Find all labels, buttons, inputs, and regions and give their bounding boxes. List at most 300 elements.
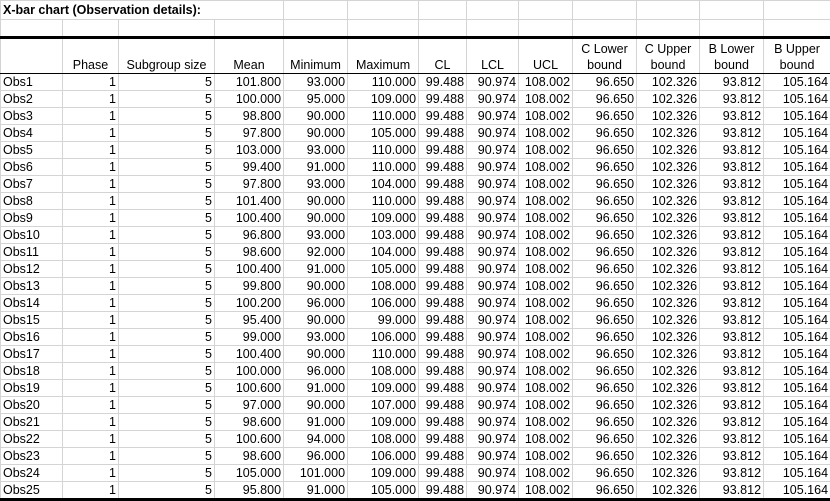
- row-label-cell[interactable]: Obs19: [1, 380, 63, 397]
- data-cell[interactable]: 99.000: [215, 329, 284, 346]
- data-cell[interactable]: 99.800: [215, 278, 284, 295]
- data-cell[interactable]: 96.650: [573, 380, 637, 397]
- data-cell[interactable]: 105.164: [764, 176, 830, 193]
- data-cell[interactable]: 108.002: [519, 312, 573, 329]
- data-cell[interactable]: 108.002: [519, 244, 573, 261]
- data-cell[interactable]: 90.000: [284, 397, 348, 414]
- data-cell[interactable]: 105.164: [764, 91, 830, 108]
- row-label-cell[interactable]: Obs22: [1, 431, 63, 448]
- data-cell[interactable]: 100.200: [215, 295, 284, 312]
- data-cell[interactable]: 99.488: [419, 414, 467, 431]
- data-cell[interactable]: 90.974: [467, 414, 519, 431]
- data-cell[interactable]: 5: [119, 278, 215, 295]
- data-cell[interactable]: 99.488: [419, 380, 467, 397]
- data-cell[interactable]: 99.488: [419, 108, 467, 125]
- data-cell[interactable]: 96.800: [215, 227, 284, 244]
- column-header[interactable]: B Upper bound: [764, 38, 830, 74]
- data-cell[interactable]: 5: [119, 142, 215, 159]
- data-cell[interactable]: 93.812: [700, 227, 764, 244]
- data-cell[interactable]: 5: [119, 210, 215, 227]
- data-cell[interactable]: 93.812: [700, 210, 764, 227]
- data-cell[interactable]: 93.812: [700, 465, 764, 482]
- data-cell[interactable]: 93.812: [700, 295, 764, 312]
- data-cell[interactable]: 102.326: [637, 142, 700, 159]
- column-header[interactable]: LCL: [467, 38, 519, 74]
- row-label-cell[interactable]: Obs25: [1, 482, 63, 500]
- data-cell[interactable]: 96.650: [573, 278, 637, 295]
- column-header[interactable]: C Upper bound: [637, 38, 700, 74]
- data-cell[interactable]: 5: [119, 176, 215, 193]
- data-cell[interactable]: 93.812: [700, 448, 764, 465]
- data-cell[interactable]: 5: [119, 448, 215, 465]
- data-cell[interactable]: 108.002: [519, 261, 573, 278]
- data-cell[interactable]: 102.326: [637, 91, 700, 108]
- data-cell[interactable]: 90.974: [467, 227, 519, 244]
- data-cell[interactable]: 96.650: [573, 448, 637, 465]
- data-cell[interactable]: 98.800: [215, 108, 284, 125]
- data-cell[interactable]: 1: [63, 176, 119, 193]
- data-cell[interactable]: 93.812: [700, 346, 764, 363]
- data-cell[interactable]: 90.974: [467, 465, 519, 482]
- data-cell[interactable]: 105.000: [348, 125, 419, 142]
- data-cell[interactable]: 102.326: [637, 363, 700, 380]
- data-cell[interactable]: 90.000: [284, 108, 348, 125]
- data-cell[interactable]: 99.488: [419, 482, 467, 500]
- data-cell[interactable]: 99.488: [419, 363, 467, 380]
- data-cell[interactable]: 93.000: [284, 74, 348, 91]
- row-label-cell[interactable]: Obs10: [1, 227, 63, 244]
- data-cell[interactable]: 1: [63, 363, 119, 380]
- data-cell[interactable]: 96.000: [284, 363, 348, 380]
- column-header[interactable]: C Lower bound: [573, 38, 637, 74]
- data-cell[interactable]: 107.000: [348, 397, 419, 414]
- data-cell[interactable]: 96.650: [573, 414, 637, 431]
- data-cell[interactable]: 93.000: [284, 329, 348, 346]
- data-cell[interactable]: 5: [119, 227, 215, 244]
- data-cell[interactable]: 1: [63, 295, 119, 312]
- column-header[interactable]: B Lower bound: [700, 38, 764, 74]
- data-cell[interactable]: 1: [63, 278, 119, 295]
- data-cell[interactable]: 90.974: [467, 278, 519, 295]
- data-cell[interactable]: 93.812: [700, 482, 764, 500]
- data-cell[interactable]: 95.400: [215, 312, 284, 329]
- data-cell[interactable]: 90.974: [467, 312, 519, 329]
- data-cell[interactable]: 108.002: [519, 482, 573, 500]
- data-cell[interactable]: 108.002: [519, 125, 573, 142]
- data-cell[interactable]: 105.164: [764, 244, 830, 261]
- column-header[interactable]: Subgroup size: [119, 38, 215, 74]
- data-cell[interactable]: 108.002: [519, 414, 573, 431]
- data-cell[interactable]: 102.326: [637, 346, 700, 363]
- data-cell[interactable]: 96.650: [573, 125, 637, 142]
- data-cell[interactable]: 91.000: [284, 482, 348, 500]
- data-cell[interactable]: 101.400: [215, 193, 284, 210]
- data-cell[interactable]: 105.164: [764, 142, 830, 159]
- data-cell[interactable]: 99.488: [419, 176, 467, 193]
- data-cell[interactable]: 1: [63, 380, 119, 397]
- row-label-cell[interactable]: Obs20: [1, 397, 63, 414]
- data-cell[interactable]: 93.812: [700, 74, 764, 91]
- data-cell[interactable]: 104.000: [348, 244, 419, 261]
- data-cell[interactable]: 99.488: [419, 329, 467, 346]
- data-cell[interactable]: 90.000: [284, 210, 348, 227]
- data-cell[interactable]: 93.812: [700, 380, 764, 397]
- data-cell[interactable]: 93.812: [700, 91, 764, 108]
- data-cell[interactable]: 105.164: [764, 312, 830, 329]
- data-cell[interactable]: 91.000: [284, 159, 348, 176]
- data-cell[interactable]: 99.488: [419, 244, 467, 261]
- data-cell[interactable]: 1: [63, 108, 119, 125]
- data-cell[interactable]: 93.812: [700, 414, 764, 431]
- data-cell[interactable]: 1: [63, 91, 119, 108]
- row-label-cell[interactable]: Obs21: [1, 414, 63, 431]
- data-cell[interactable]: 90.974: [467, 74, 519, 91]
- data-cell[interactable]: 93.000: [284, 227, 348, 244]
- data-cell[interactable]: 90.000: [284, 312, 348, 329]
- data-cell[interactable]: 102.326: [637, 465, 700, 482]
- data-cell[interactable]: 105.164: [764, 74, 830, 91]
- data-cell[interactable]: 92.000: [284, 244, 348, 261]
- row-label-cell[interactable]: Obs4: [1, 125, 63, 142]
- data-cell[interactable]: 93.812: [700, 193, 764, 210]
- data-cell[interactable]: 5: [119, 465, 215, 482]
- data-cell[interactable]: 93.812: [700, 431, 764, 448]
- data-cell[interactable]: 93.812: [700, 312, 764, 329]
- row-label-cell[interactable]: Obs24: [1, 465, 63, 482]
- data-cell[interactable]: 90.974: [467, 329, 519, 346]
- data-cell[interactable]: 108.002: [519, 295, 573, 312]
- data-cell[interactable]: 108.002: [519, 448, 573, 465]
- data-cell[interactable]: 90.000: [284, 346, 348, 363]
- data-cell[interactable]: 90.974: [467, 431, 519, 448]
- data-cell[interactable]: 109.000: [348, 414, 419, 431]
- row-label-cell[interactable]: Obs9: [1, 210, 63, 227]
- data-cell[interactable]: 90.974: [467, 346, 519, 363]
- data-cell[interactable]: 1: [63, 448, 119, 465]
- data-cell[interactable]: 109.000: [348, 380, 419, 397]
- data-cell[interactable]: 109.000: [348, 91, 419, 108]
- data-cell[interactable]: 102.326: [637, 397, 700, 414]
- data-cell[interactable]: 105.164: [764, 414, 830, 431]
- data-cell[interactable]: 102.326: [637, 159, 700, 176]
- data-cell[interactable]: 90.974: [467, 91, 519, 108]
- column-header[interactable]: CL: [419, 38, 467, 74]
- data-cell[interactable]: 5: [119, 91, 215, 108]
- data-cell[interactable]: 100.000: [215, 363, 284, 380]
- data-cell[interactable]: 5: [119, 193, 215, 210]
- data-cell[interactable]: 96.650: [573, 91, 637, 108]
- row-label-cell[interactable]: Obs6: [1, 159, 63, 176]
- data-cell[interactable]: 96.650: [573, 108, 637, 125]
- data-cell[interactable]: 108.002: [519, 380, 573, 397]
- data-cell[interactable]: 110.000: [348, 193, 419, 210]
- row-label-cell[interactable]: Obs17: [1, 346, 63, 363]
- data-cell[interactable]: 90.000: [284, 278, 348, 295]
- data-cell[interactable]: 97.800: [215, 176, 284, 193]
- data-cell[interactable]: 102.326: [637, 448, 700, 465]
- data-cell[interactable]: 1: [63, 125, 119, 142]
- row-label-cell[interactable]: Obs23: [1, 448, 63, 465]
- data-cell[interactable]: 99.488: [419, 74, 467, 91]
- data-cell[interactable]: 5: [119, 159, 215, 176]
- data-cell[interactable]: 105.164: [764, 380, 830, 397]
- data-cell[interactable]: 95.800: [215, 482, 284, 500]
- data-cell[interactable]: 91.000: [284, 380, 348, 397]
- data-cell[interactable]: 108.002: [519, 176, 573, 193]
- data-cell[interactable]: 100.600: [215, 431, 284, 448]
- data-cell[interactable]: 108.002: [519, 397, 573, 414]
- data-cell[interactable]: 96.650: [573, 346, 637, 363]
- data-cell[interactable]: 99.488: [419, 397, 467, 414]
- data-cell[interactable]: 110.000: [348, 142, 419, 159]
- data-cell[interactable]: 104.000: [348, 176, 419, 193]
- row-label-cell[interactable]: Obs18: [1, 363, 63, 380]
- data-cell[interactable]: 1: [63, 414, 119, 431]
- data-cell[interactable]: 96.650: [573, 261, 637, 278]
- row-label-cell[interactable]: Obs8: [1, 193, 63, 210]
- data-cell[interactable]: 108.002: [519, 91, 573, 108]
- data-cell[interactable]: 96.000: [284, 448, 348, 465]
- data-cell[interactable]: 108.000: [348, 363, 419, 380]
- data-cell[interactable]: 99.488: [419, 278, 467, 295]
- data-cell[interactable]: 108.002: [519, 210, 573, 227]
- data-cell[interactable]: 108.002: [519, 363, 573, 380]
- row-label-cell[interactable]: Obs7: [1, 176, 63, 193]
- data-cell[interactable]: 105.164: [764, 125, 830, 142]
- sheet-title[interactable]: X-bar chart (Observation details):: [1, 1, 284, 20]
- data-cell[interactable]: 101.800: [215, 74, 284, 91]
- data-cell[interactable]: 5: [119, 363, 215, 380]
- data-cell[interactable]: 109.000: [348, 210, 419, 227]
- data-cell[interactable]: 5: [119, 295, 215, 312]
- data-cell[interactable]: 102.326: [637, 108, 700, 125]
- data-cell[interactable]: 105.164: [764, 482, 830, 500]
- data-cell[interactable]: 5: [119, 397, 215, 414]
- data-cell[interactable]: 96.650: [573, 74, 637, 91]
- data-cell[interactable]: 5: [119, 74, 215, 91]
- data-cell[interactable]: 108.002: [519, 159, 573, 176]
- data-cell[interactable]: 105.164: [764, 448, 830, 465]
- data-cell[interactable]: 100.600: [215, 380, 284, 397]
- data-cell[interactable]: 5: [119, 244, 215, 261]
- data-cell[interactable]: 1: [63, 193, 119, 210]
- data-cell[interactable]: 106.000: [348, 448, 419, 465]
- data-cell[interactable]: 90.974: [467, 261, 519, 278]
- data-cell[interactable]: 105.164: [764, 108, 830, 125]
- data-cell[interactable]: 108.002: [519, 431, 573, 448]
- data-cell[interactable]: 93.812: [700, 142, 764, 159]
- data-cell[interactable]: 96.650: [573, 193, 637, 210]
- data-cell[interactable]: 102.326: [637, 414, 700, 431]
- data-cell[interactable]: 105.164: [764, 397, 830, 414]
- data-cell[interactable]: 98.600: [215, 414, 284, 431]
- data-cell[interactable]: 105.164: [764, 261, 830, 278]
- column-header[interactable]: [1, 38, 63, 74]
- data-cell[interactable]: 5: [119, 380, 215, 397]
- data-cell[interactable]: 108.002: [519, 227, 573, 244]
- data-cell[interactable]: 105.000: [348, 261, 419, 278]
- data-cell[interactable]: 96.650: [573, 176, 637, 193]
- data-cell[interactable]: 102.326: [637, 431, 700, 448]
- column-header[interactable]: Mean: [215, 38, 284, 74]
- row-label-cell[interactable]: Obs14: [1, 295, 63, 312]
- data-cell[interactable]: 5: [119, 431, 215, 448]
- data-cell[interactable]: 105.164: [764, 159, 830, 176]
- data-cell[interactable]: 93.812: [700, 261, 764, 278]
- data-cell[interactable]: 106.000: [348, 295, 419, 312]
- data-cell[interactable]: 99.488: [419, 142, 467, 159]
- data-cell[interactable]: 90.974: [467, 159, 519, 176]
- data-cell[interactable]: 96.000: [284, 295, 348, 312]
- data-cell[interactable]: 96.650: [573, 244, 637, 261]
- data-cell[interactable]: 90.974: [467, 193, 519, 210]
- data-cell[interactable]: 102.326: [637, 244, 700, 261]
- data-cell[interactable]: 5: [119, 261, 215, 278]
- row-label-cell[interactable]: Obs2: [1, 91, 63, 108]
- data-cell[interactable]: 90.974: [467, 397, 519, 414]
- data-cell[interactable]: 96.650: [573, 295, 637, 312]
- data-cell[interactable]: 108.002: [519, 278, 573, 295]
- data-cell[interactable]: 90.974: [467, 125, 519, 142]
- data-cell[interactable]: 99.488: [419, 159, 467, 176]
- row-label-cell[interactable]: Obs5: [1, 142, 63, 159]
- row-label-cell[interactable]: Obs13: [1, 278, 63, 295]
- data-cell[interactable]: 93.812: [700, 278, 764, 295]
- data-cell[interactable]: 90.000: [284, 193, 348, 210]
- data-cell[interactable]: 100.400: [215, 261, 284, 278]
- data-cell[interactable]: 5: [119, 108, 215, 125]
- data-cell[interactable]: 105.164: [764, 278, 830, 295]
- data-cell[interactable]: 102.326: [637, 227, 700, 244]
- data-cell[interactable]: 108.002: [519, 108, 573, 125]
- data-cell[interactable]: 110.000: [348, 74, 419, 91]
- data-cell[interactable]: 5: [119, 329, 215, 346]
- data-cell[interactable]: 99.400: [215, 159, 284, 176]
- data-cell[interactable]: 102.326: [637, 210, 700, 227]
- data-cell[interactable]: 110.000: [348, 159, 419, 176]
- data-cell[interactable]: 5: [119, 482, 215, 500]
- data-cell[interactable]: 99.488: [419, 193, 467, 210]
- data-cell[interactable]: 1: [63, 261, 119, 278]
- data-cell[interactable]: 98.600: [215, 244, 284, 261]
- data-cell[interactable]: 108.000: [348, 431, 419, 448]
- data-cell[interactable]: 93.812: [700, 125, 764, 142]
- data-cell[interactable]: 1: [63, 482, 119, 500]
- data-cell[interactable]: 102.326: [637, 176, 700, 193]
- data-cell[interactable]: 96.650: [573, 142, 637, 159]
- data-cell[interactable]: 90.974: [467, 482, 519, 500]
- data-cell[interactable]: 93.812: [700, 159, 764, 176]
- data-cell[interactable]: 99.488: [419, 210, 467, 227]
- data-cell[interactable]: 5: [119, 125, 215, 142]
- data-cell[interactable]: 108.002: [519, 193, 573, 210]
- data-cell[interactable]: 1: [63, 329, 119, 346]
- data-cell[interactable]: 105.164: [764, 227, 830, 244]
- data-cell[interactable]: 99.488: [419, 227, 467, 244]
- data-cell[interactable]: 99.488: [419, 91, 467, 108]
- data-cell[interactable]: 90.974: [467, 108, 519, 125]
- data-cell[interactable]: 105.164: [764, 465, 830, 482]
- data-cell[interactable]: 99.488: [419, 125, 467, 142]
- data-cell[interactable]: 105.164: [764, 346, 830, 363]
- data-cell[interactable]: 90.000: [284, 125, 348, 142]
- data-cell[interactable]: 99.488: [419, 448, 467, 465]
- data-cell[interactable]: 99.488: [419, 295, 467, 312]
- data-cell[interactable]: 5: [119, 414, 215, 431]
- data-cell[interactable]: 90.974: [467, 210, 519, 227]
- data-cell[interactable]: 110.000: [348, 108, 419, 125]
- data-cell[interactable]: 96.650: [573, 159, 637, 176]
- data-cell[interactable]: 105.164: [764, 193, 830, 210]
- data-cell[interactable]: 96.650: [573, 431, 637, 448]
- data-cell[interactable]: 97.000: [215, 397, 284, 414]
- data-cell[interactable]: 5: [119, 346, 215, 363]
- data-cell[interactable]: 103.000: [348, 227, 419, 244]
- data-cell[interactable]: 97.800: [215, 125, 284, 142]
- data-cell[interactable]: 102.326: [637, 125, 700, 142]
- data-cell[interactable]: 93.812: [700, 363, 764, 380]
- data-cell[interactable]: 93.812: [700, 397, 764, 414]
- data-cell[interactable]: 108.000: [348, 278, 419, 295]
- data-cell[interactable]: 99.488: [419, 261, 467, 278]
- column-header[interactable]: Minimum: [284, 38, 348, 74]
- data-cell[interactable]: 100.000: [215, 91, 284, 108]
- data-cell[interactable]: 102.326: [637, 193, 700, 210]
- data-cell[interactable]: 105.164: [764, 210, 830, 227]
- data-cell[interactable]: 90.974: [467, 363, 519, 380]
- data-cell[interactable]: 1: [63, 74, 119, 91]
- data-cell[interactable]: 1: [63, 159, 119, 176]
- data-cell[interactable]: 1: [63, 465, 119, 482]
- data-cell[interactable]: 1: [63, 431, 119, 448]
- data-cell[interactable]: 100.400: [215, 210, 284, 227]
- data-cell[interactable]: 102.326: [637, 278, 700, 295]
- data-cell[interactable]: 93.812: [700, 244, 764, 261]
- data-cell[interactable]: 96.650: [573, 210, 637, 227]
- row-label-cell[interactable]: Obs16: [1, 329, 63, 346]
- data-cell[interactable]: 102.326: [637, 295, 700, 312]
- data-cell[interactable]: 95.000: [284, 91, 348, 108]
- data-cell[interactable]: 96.650: [573, 363, 637, 380]
- data-cell[interactable]: 105.000: [348, 482, 419, 500]
- data-cell[interactable]: 93.000: [284, 176, 348, 193]
- data-cell[interactable]: 93.812: [700, 329, 764, 346]
- data-cell[interactable]: 91.000: [284, 261, 348, 278]
- data-cell[interactable]: 99.488: [419, 465, 467, 482]
- data-cell[interactable]: 90.974: [467, 295, 519, 312]
- data-cell[interactable]: 90.974: [467, 142, 519, 159]
- data-cell[interactable]: 1: [63, 227, 119, 244]
- data-cell[interactable]: 103.000: [215, 142, 284, 159]
- data-cell[interactable]: 94.000: [284, 431, 348, 448]
- data-cell[interactable]: 1: [63, 244, 119, 261]
- data-cell[interactable]: 105.164: [764, 329, 830, 346]
- data-cell[interactable]: 108.002: [519, 74, 573, 91]
- data-cell[interactable]: 96.650: [573, 312, 637, 329]
- data-cell[interactable]: 105.164: [764, 295, 830, 312]
- data-cell[interactable]: 102.326: [637, 482, 700, 500]
- data-cell[interactable]: 106.000: [348, 329, 419, 346]
- data-cell[interactable]: 5: [119, 312, 215, 329]
- data-cell[interactable]: 96.650: [573, 227, 637, 244]
- data-cell[interactable]: 102.326: [637, 329, 700, 346]
- data-cell[interactable]: 101.000: [284, 465, 348, 482]
- data-cell[interactable]: 91.000: [284, 414, 348, 431]
- data-cell[interactable]: 102.326: [637, 261, 700, 278]
- data-cell[interactable]: 110.000: [348, 346, 419, 363]
- row-label-cell[interactable]: Obs11: [1, 244, 63, 261]
- data-cell[interactable]: 108.002: [519, 329, 573, 346]
